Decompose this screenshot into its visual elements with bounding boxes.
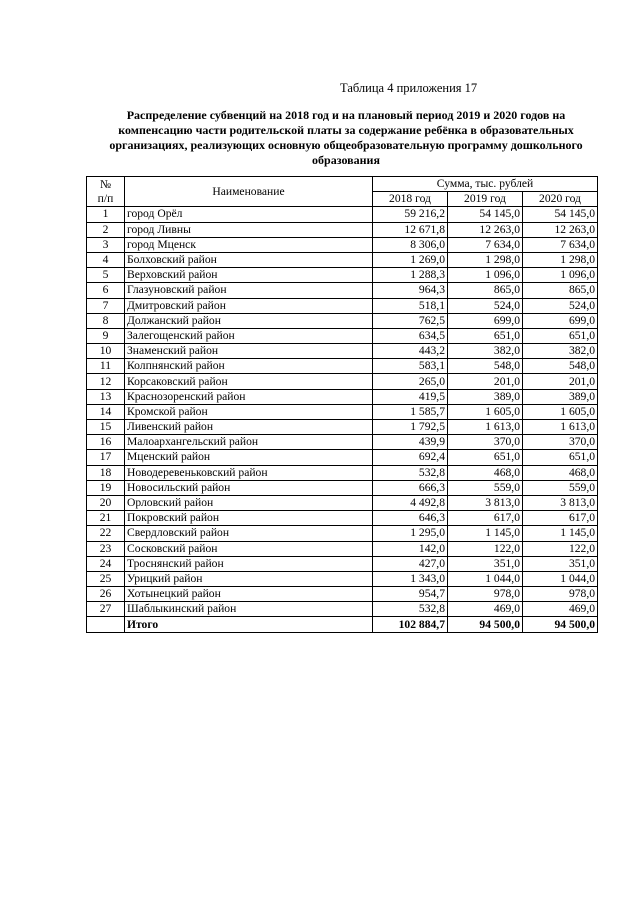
table-row bbox=[87, 420, 598, 435]
value-2019: 548,0 bbox=[448, 359, 523, 374]
table-row bbox=[87, 511, 598, 526]
district-name: Сосковский район bbox=[125, 541, 373, 556]
value-2020: 370,0 bbox=[523, 435, 598, 450]
value-2018: 954,7 bbox=[373, 587, 448, 602]
district-name: Свердловский район bbox=[125, 526, 373, 541]
row-number: 19 bbox=[87, 480, 125, 495]
value-2018: 1 269,0 bbox=[373, 252, 448, 267]
row-number: 21 bbox=[87, 511, 125, 526]
value-2020: 651,0 bbox=[523, 328, 598, 343]
value-2018: 12 671,8 bbox=[373, 222, 448, 237]
value-2020: 559,0 bbox=[523, 480, 598, 495]
district-name: Залегощенский район bbox=[125, 328, 373, 343]
row-number: 26 bbox=[87, 587, 125, 602]
row-number: 5 bbox=[87, 268, 125, 283]
value-2019: 122,0 bbox=[448, 541, 523, 556]
value-2019: 370,0 bbox=[448, 435, 523, 450]
table-row bbox=[87, 526, 598, 541]
value-2018: 964,3 bbox=[373, 283, 448, 298]
row-number: 22 bbox=[87, 526, 125, 541]
value-2019: 1 145,0 bbox=[448, 526, 523, 541]
row-number: 16 bbox=[87, 435, 125, 450]
row-number: 25 bbox=[87, 571, 125, 586]
total-label: Итого bbox=[125, 617, 373, 632]
row-number: 7 bbox=[87, 298, 125, 313]
row-number: 6 bbox=[87, 283, 125, 298]
value-2019: 699,0 bbox=[448, 313, 523, 328]
value-2020: 978,0 bbox=[523, 587, 598, 602]
table-row bbox=[87, 602, 598, 617]
table-row bbox=[87, 465, 598, 480]
header-name: Наименование bbox=[125, 177, 373, 207]
value-2019: 1 613,0 bbox=[448, 420, 523, 435]
district-name: Краснозоренский район bbox=[125, 389, 373, 404]
value-2020: 389,0 bbox=[523, 389, 598, 404]
table-row bbox=[87, 313, 598, 328]
value-2019: 651,0 bbox=[448, 328, 523, 343]
value-2018: 4 492,8 bbox=[373, 495, 448, 510]
value-2018: 59 216,2 bbox=[373, 207, 448, 222]
value-2020: 1 145,0 bbox=[523, 526, 598, 541]
row-number: 1 bbox=[87, 207, 125, 222]
district-name: Покровский район bbox=[125, 511, 373, 526]
header-number bbox=[87, 177, 125, 207]
district-name: Орловский район bbox=[125, 495, 373, 510]
row-number: 13 bbox=[87, 389, 125, 404]
value-2019: 468,0 bbox=[448, 465, 523, 480]
row-number: 9 bbox=[87, 328, 125, 343]
district-name: Урицкий район bbox=[125, 571, 373, 586]
district-name: Корсаковский район bbox=[125, 374, 373, 389]
total-row bbox=[87, 617, 598, 632]
table-row bbox=[87, 480, 598, 495]
table-row bbox=[87, 450, 598, 465]
table-row bbox=[87, 389, 598, 404]
value-2019: 469,0 bbox=[448, 602, 523, 617]
value-2018: 1 792,5 bbox=[373, 420, 448, 435]
value-2018: 1 585,7 bbox=[373, 404, 448, 419]
header-number-line1: № bbox=[99, 177, 112, 191]
table-row bbox=[87, 435, 598, 450]
table-row bbox=[87, 298, 598, 313]
value-2019: 54 145,0 bbox=[448, 207, 523, 222]
value-2020: 548,0 bbox=[523, 359, 598, 374]
table-row bbox=[87, 556, 598, 571]
value-2019: 524,0 bbox=[448, 298, 523, 313]
value-2019: 978,0 bbox=[448, 587, 523, 602]
table-row bbox=[87, 404, 598, 419]
value-2020: 468,0 bbox=[523, 465, 598, 480]
value-2020: 54 145,0 bbox=[523, 207, 598, 222]
table-row bbox=[87, 328, 598, 343]
subsidy-table bbox=[86, 176, 598, 633]
value-2018: 8 306,0 bbox=[373, 237, 448, 252]
row-number: 14 bbox=[87, 404, 125, 419]
value-2020: 122,0 bbox=[523, 541, 598, 556]
value-2019: 559,0 bbox=[448, 480, 523, 495]
row-number: 18 bbox=[87, 465, 125, 480]
value-2018: 583,1 bbox=[373, 359, 448, 374]
value-2020: 201,0 bbox=[523, 374, 598, 389]
value-2018: 1 295,0 bbox=[373, 526, 448, 541]
table-row bbox=[87, 283, 598, 298]
value-2020: 617,0 bbox=[523, 511, 598, 526]
row-number: 10 bbox=[87, 344, 125, 359]
row-number: 23 bbox=[87, 541, 125, 556]
table-row bbox=[87, 541, 598, 556]
district-name: Кромской район bbox=[125, 404, 373, 419]
row-number: 15 bbox=[87, 420, 125, 435]
table-row bbox=[87, 359, 598, 374]
header-2020: 2020 год bbox=[523, 192, 598, 207]
total-number bbox=[87, 617, 125, 632]
district-name: город Мценск bbox=[125, 237, 373, 252]
value-2020: 12 263,0 bbox=[523, 222, 598, 237]
total-2018: 102 884,7 bbox=[373, 617, 448, 632]
value-2019: 201,0 bbox=[448, 374, 523, 389]
value-2019: 1 044,0 bbox=[448, 571, 523, 586]
value-2018: 265,0 bbox=[373, 374, 448, 389]
row-number: 12 bbox=[87, 374, 125, 389]
table-row bbox=[87, 252, 598, 267]
value-2020: 7 634,0 bbox=[523, 237, 598, 252]
value-2020: 469,0 bbox=[523, 602, 598, 617]
table-reference: Таблица 4 приложения 17 bbox=[340, 81, 478, 95]
value-2019: 617,0 bbox=[448, 511, 523, 526]
district-name: Шаблыкинский район bbox=[125, 602, 373, 617]
value-2020: 524,0 bbox=[523, 298, 598, 313]
value-2019: 382,0 bbox=[448, 344, 523, 359]
header-2018: 2018 год bbox=[373, 192, 448, 207]
value-2019: 3 813,0 bbox=[448, 495, 523, 510]
value-2020: 382,0 bbox=[523, 344, 598, 359]
value-2019: 389,0 bbox=[448, 389, 523, 404]
header-sum: Сумма, тыс. рублей bbox=[373, 177, 598, 192]
value-2020: 651,0 bbox=[523, 450, 598, 465]
district-name: Болховский район bbox=[125, 252, 373, 267]
table-row bbox=[87, 587, 598, 602]
value-2018: 532,8 bbox=[373, 602, 448, 617]
row-number: 11 bbox=[87, 359, 125, 374]
district-name: Колпнянский район bbox=[125, 359, 373, 374]
value-2018: 634,5 bbox=[373, 328, 448, 343]
district-name: Малоархангельский район bbox=[125, 435, 373, 450]
value-2020: 699,0 bbox=[523, 313, 598, 328]
row-number: 2 bbox=[87, 222, 125, 237]
value-2018: 439,9 bbox=[373, 435, 448, 450]
district-name: Хотынецкий район bbox=[125, 587, 373, 602]
value-2018: 1 288,3 bbox=[373, 268, 448, 283]
value-2020: 1 044,0 bbox=[523, 571, 598, 586]
value-2019: 12 263,0 bbox=[448, 222, 523, 237]
value-2018: 427,0 bbox=[373, 556, 448, 571]
value-2018: 692,4 bbox=[373, 450, 448, 465]
table-row bbox=[87, 268, 598, 283]
district-name: Дмитровский район bbox=[125, 298, 373, 313]
value-2020: 1 298,0 bbox=[523, 252, 598, 267]
table-row bbox=[87, 207, 598, 222]
row-number: 27 bbox=[87, 602, 125, 617]
value-2018: 518,1 bbox=[373, 298, 448, 313]
document-title: Распределение субвенций на 2018 год и на плановый период 2019 и 2020 годов на компенсацию части родительской платы за содержание ребёнка в образовательных организациях, реализующих основную общеобразовательную программу дошкольного образования bbox=[109, 108, 583, 167]
district-name: Троснянский район bbox=[125, 556, 373, 571]
header-2019: 2019 год bbox=[448, 192, 523, 207]
row-number: 17 bbox=[87, 450, 125, 465]
value-2020: 351,0 bbox=[523, 556, 598, 571]
value-2018: 666,3 bbox=[373, 480, 448, 495]
table-row bbox=[87, 222, 598, 237]
value-2019: 1 298,0 bbox=[448, 252, 523, 267]
row-number: 4 bbox=[87, 252, 125, 267]
table-header bbox=[87, 177, 598, 207]
value-2018: 142,0 bbox=[373, 541, 448, 556]
district-name: Знаменский район bbox=[125, 344, 373, 359]
row-number: 3 bbox=[87, 237, 125, 252]
district-name: Мценский район bbox=[125, 450, 373, 465]
district-name: Глазуновский район bbox=[125, 283, 373, 298]
value-2018: 532,8 bbox=[373, 465, 448, 480]
table-row bbox=[87, 495, 598, 510]
district-name: город Ливны bbox=[125, 222, 373, 237]
total-2019: 94 500,0 bbox=[448, 617, 523, 632]
value-2019: 1 605,0 bbox=[448, 404, 523, 419]
district-name: Новодеревеньковский район bbox=[125, 465, 373, 480]
value-2019: 351,0 bbox=[448, 556, 523, 571]
table-row bbox=[87, 344, 598, 359]
value-2018: 762,5 bbox=[373, 313, 448, 328]
value-2020: 3 813,0 bbox=[523, 495, 598, 510]
row-number: 20 bbox=[87, 495, 125, 510]
value-2020: 1 613,0 bbox=[523, 420, 598, 435]
table-row bbox=[87, 374, 598, 389]
value-2020: 865,0 bbox=[523, 283, 598, 298]
value-2018: 443,2 bbox=[373, 344, 448, 359]
table-row bbox=[87, 571, 598, 586]
value-2020: 1 096,0 bbox=[523, 268, 598, 283]
row-number: 8 bbox=[87, 313, 125, 328]
header-number-line2: п/п bbox=[97, 191, 114, 205]
district-name: Верховский район bbox=[125, 268, 373, 283]
total-2020: 94 500,0 bbox=[523, 617, 598, 632]
value-2019: 1 096,0 bbox=[448, 268, 523, 283]
value-2019: 651,0 bbox=[448, 450, 523, 465]
value-2018: 419,5 bbox=[373, 389, 448, 404]
district-name: Должанский район bbox=[125, 313, 373, 328]
table-row bbox=[87, 237, 598, 252]
district-name: город Орёл bbox=[125, 207, 373, 222]
table-body bbox=[87, 207, 598, 632]
value-2018: 1 343,0 bbox=[373, 571, 448, 586]
value-2019: 865,0 bbox=[448, 283, 523, 298]
value-2018: 646,3 bbox=[373, 511, 448, 526]
row-number: 24 bbox=[87, 556, 125, 571]
value-2019: 7 634,0 bbox=[448, 237, 523, 252]
value-2020: 1 605,0 bbox=[523, 404, 598, 419]
district-name: Новосильский район bbox=[125, 480, 373, 495]
district-name: Ливенский район bbox=[125, 420, 373, 435]
